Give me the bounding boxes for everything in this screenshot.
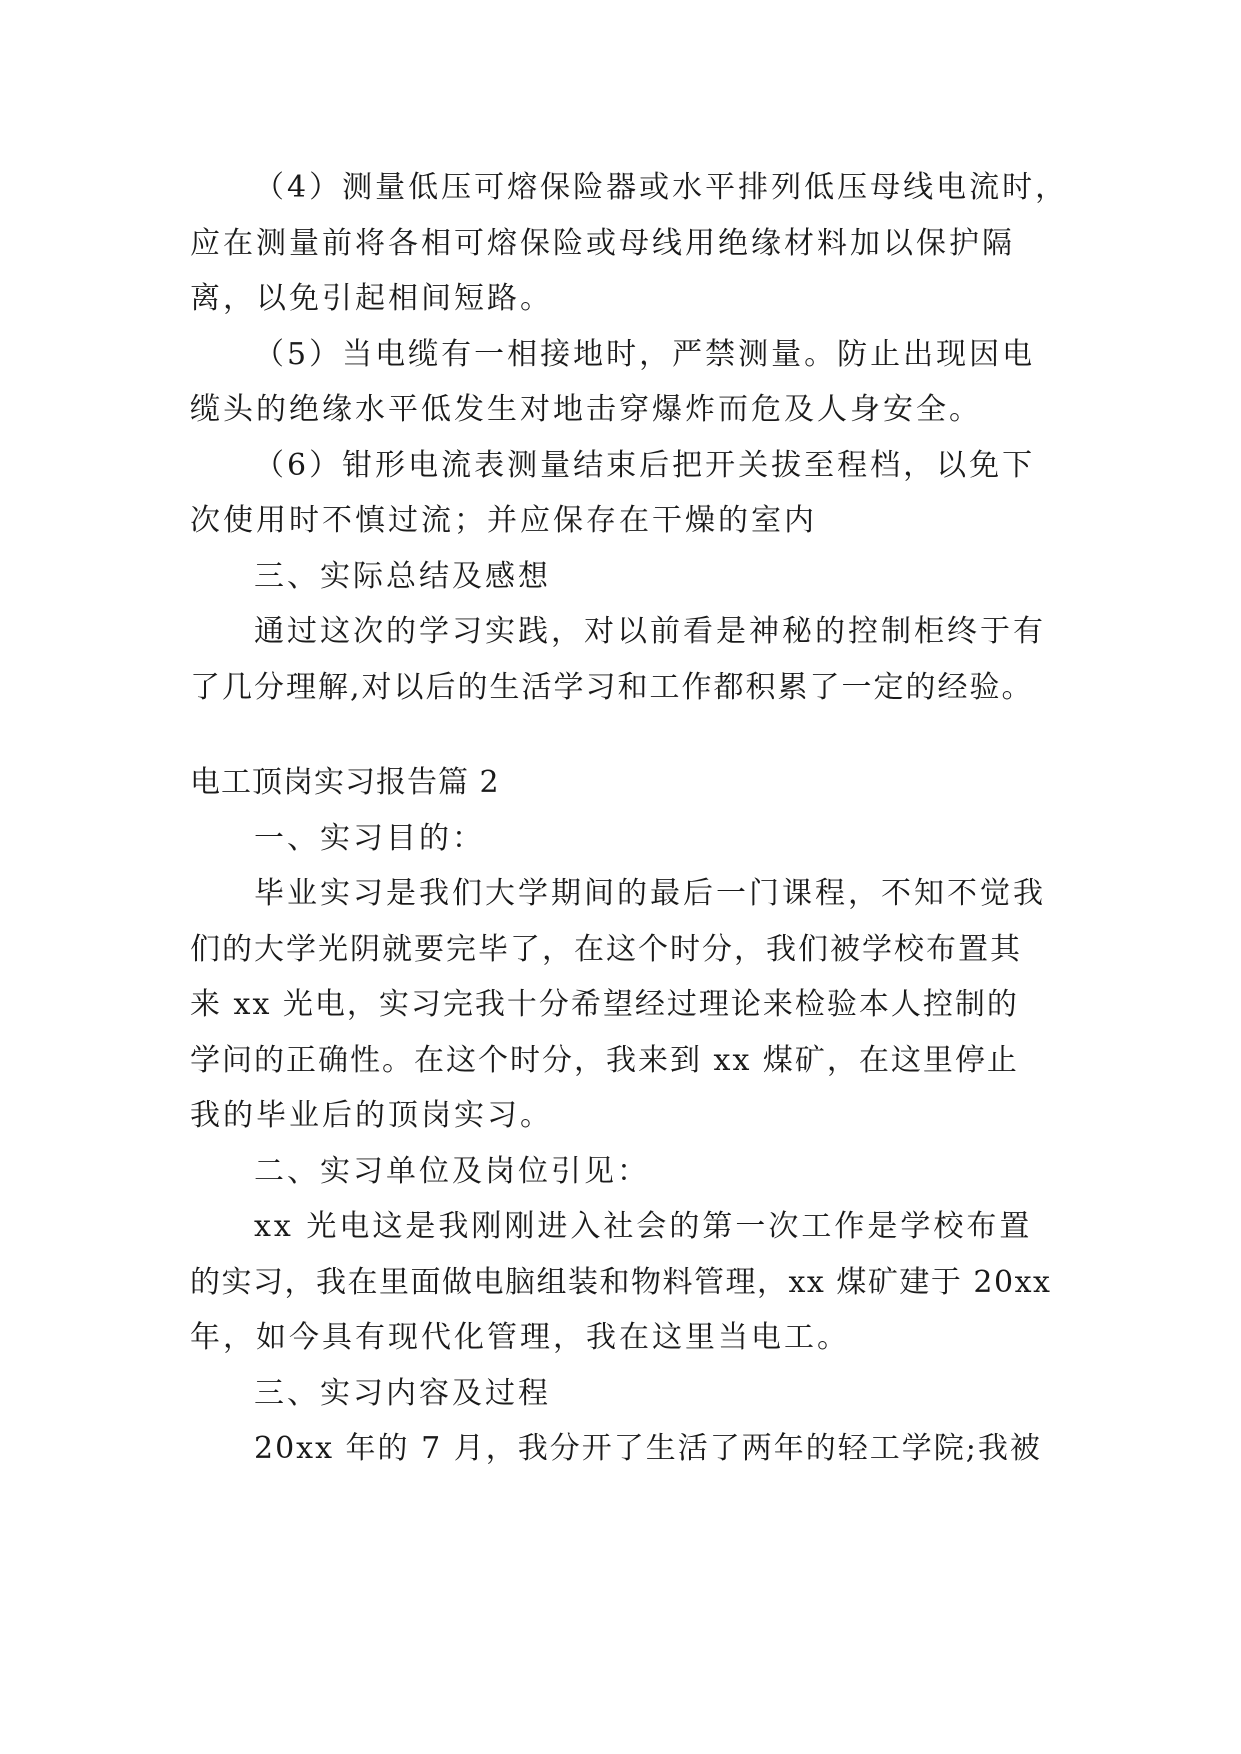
section-heading — [190, 1366, 1050, 1422]
text-line: 们的大学光阴就要完毕了，在这个时分，我们被学校布置其 — [190, 931, 1022, 967]
text-line: 年，如今具有现代化管理，我在这里当电工。 — [190, 1320, 850, 1355]
text-line: 三、实际总结及感想 — [254, 558, 551, 594]
paragraph-item-4 — [190, 160, 1069, 327]
text-line: （5）当电缆有一相接地时，严禁测量。防止出现因电 — [254, 336, 1036, 372]
section-heading — [190, 811, 1050, 867]
text-line: 的实习，我在里面做电脑组装和物料管理，xx 煤矿建于 20xx — [190, 1264, 1052, 1300]
text-line: 了几分理解,对以后的生活学习和工作都积累了一定的经验。 — [190, 669, 1034, 705]
paragraph-summary — [190, 604, 1050, 715]
paragraph-process — [190, 1421, 1050, 1477]
section-heading — [190, 1144, 1050, 1200]
document-body — [190, 160, 1069, 1477]
text-line: 学问的正确性。在这个时分，我来到 xx 煤矿，在这里停止 — [190, 1042, 1019, 1078]
text-line: 毕业实习是我们大学期间的最后一门课程，不知不觉我 — [254, 876, 1046, 911]
text-line: 缆头的绝缘水平低发生对地击穿爆炸而危及人身安全。 — [190, 392, 982, 427]
text-line: 离，以免引起相间短路。 — [190, 281, 553, 316]
report-title — [190, 755, 1050, 811]
paragraph-unit — [190, 1199, 1050, 1366]
text-line: 应在测量前将各相可熔保险或母线用绝缘材料加以保护隔 — [190, 225, 1015, 261]
text-line: 我的毕业后的顶岗实习。 — [190, 1098, 553, 1133]
text-line: 次使用时不慎过流；并应保存在干燥的室内 — [190, 503, 817, 538]
text-line: 来 xx 光电，实习完我十分希望经过理论来检验本人控制的 — [190, 987, 1019, 1022]
paragraph-purpose — [190, 866, 1050, 1144]
text-line: 电工顶岗实习报告篇 2 — [190, 765, 500, 800]
text-line: 三、实习内容及过程 — [254, 1375, 551, 1411]
text-line: 20xx 年的 7 月，我分开了生活了两年的轻工学院;我被 — [254, 1431, 1042, 1466]
text-line: 通过这次的学习实践，对以前看是神秘的控制柜终于有 — [254, 614, 1046, 649]
section-heading — [190, 549, 1050, 605]
text-line: 二、实习单位及岗位引见： — [254, 1153, 650, 1189]
text-line: （4）测量低压可熔保险器或水平排列低压母线电流时， — [254, 170, 1069, 205]
text-line: xx 光电这是我刚刚进入社会的第一次工作是学校布置 — [254, 1209, 1033, 1244]
text-line: 一、实习目的： — [254, 820, 485, 856]
paragraph-item-6 — [190, 438, 1050, 549]
text-line: （6）钳形电流表测量结束后把开关拔至程档，以免下 — [254, 447, 1036, 483]
paragraph-item-5 — [190, 327, 1050, 438]
